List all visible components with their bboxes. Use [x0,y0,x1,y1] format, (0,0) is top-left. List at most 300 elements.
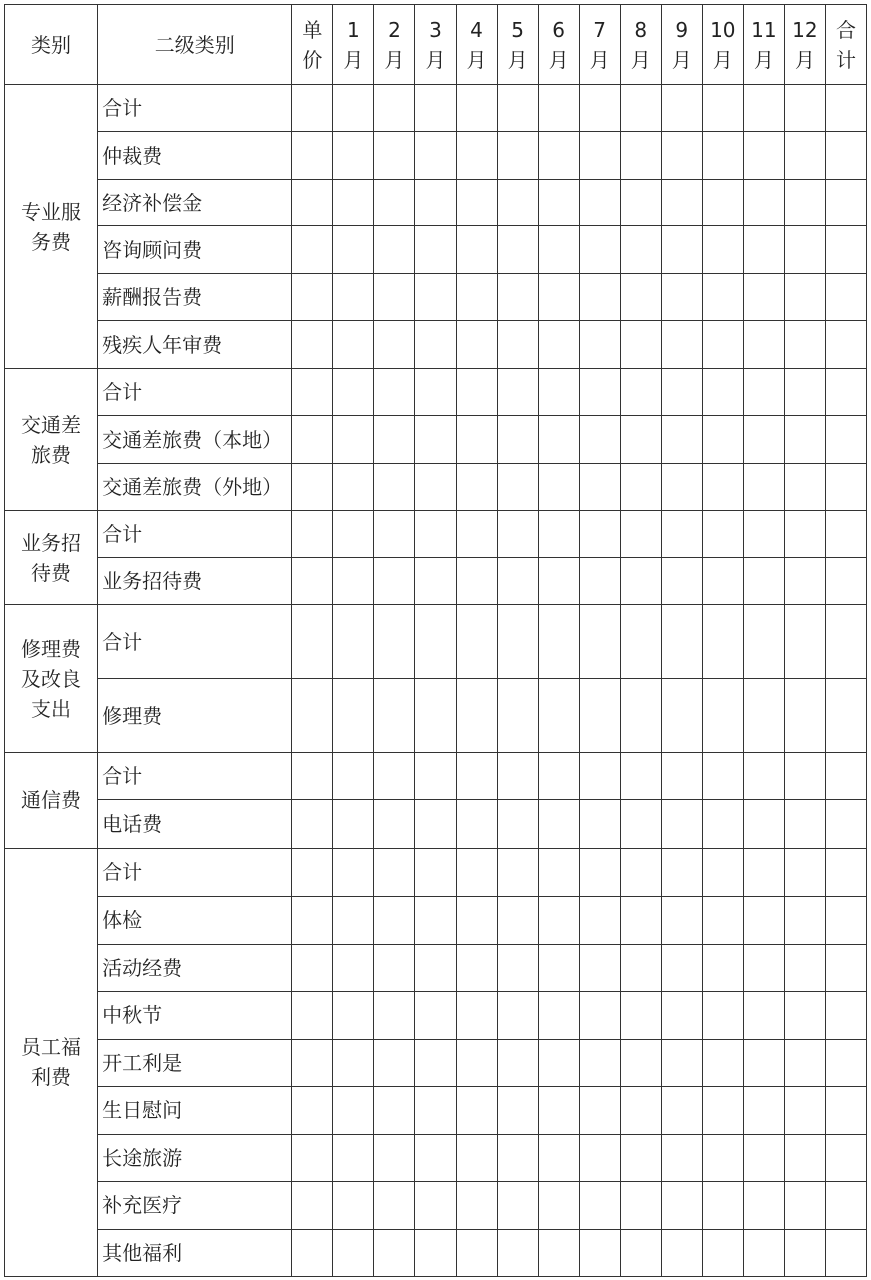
month-cell[interactable] [456,85,497,132]
month-cell[interactable] [620,1229,661,1276]
month-cell[interactable] [374,753,415,800]
month-cell[interactable] [620,800,661,848]
month-cell[interactable] [620,132,661,180]
unit-price-cell[interactable] [292,321,333,369]
month-cell[interactable] [415,558,456,605]
month-cell[interactable] [579,944,620,991]
unit-price-cell[interactable] [292,274,333,321]
month-cell[interactable] [497,605,538,679]
month-cell[interactable] [456,753,497,800]
month-cell[interactable] [784,1229,825,1276]
month-cell[interactable] [415,1039,456,1086]
month-cell[interactable] [456,1134,497,1181]
month-cell[interactable] [497,1086,538,1134]
unit-price-cell[interactable] [292,896,333,944]
month-cell[interactable] [784,226,825,274]
unit-price-cell[interactable] [292,991,333,1039]
month-cell[interactable] [661,369,702,416]
month-cell[interactable] [784,1039,825,1086]
month-cell[interactable] [620,991,661,1039]
month-cell[interactable] [620,321,661,369]
month-cell[interactable] [579,605,620,679]
month-cell[interactable] [579,991,620,1039]
month-cell[interactable] [374,1134,415,1181]
month-cell[interactable] [784,511,825,558]
month-cell[interactable] [415,753,456,800]
month-cell[interactable] [661,1086,702,1134]
month-cell[interactable] [497,180,538,226]
month-cell[interactable] [702,753,743,800]
month-cell[interactable] [743,416,784,464]
month-cell[interactable] [538,848,579,896]
month-cell[interactable] [374,226,415,274]
month-cell[interactable] [333,1229,374,1276]
month-cell[interactable] [784,944,825,991]
month-cell[interactable] [415,944,456,991]
month-cell[interactable] [538,1134,579,1181]
month-cell[interactable] [661,274,702,321]
month-cell[interactable] [743,1134,784,1181]
month-cell[interactable] [374,180,415,226]
month-cell[interactable] [497,226,538,274]
month-cell[interactable] [497,85,538,132]
month-cell[interactable] [743,944,784,991]
month-cell[interactable] [784,605,825,679]
month-cell[interactable] [743,800,784,848]
month-cell[interactable] [415,85,456,132]
month-cell[interactable] [620,753,661,800]
row-total-cell[interactable] [825,132,866,180]
month-cell[interactable] [415,1181,456,1229]
month-cell[interactable] [333,991,374,1039]
month-cell[interactable] [456,464,497,511]
month-cell[interactable] [661,848,702,896]
month-cell[interactable] [620,605,661,679]
month-cell[interactable] [538,1039,579,1086]
month-cell[interactable] [784,896,825,944]
month-cell[interactable] [374,1039,415,1086]
unit-price-cell[interactable] [292,85,333,132]
month-cell[interactable] [333,605,374,679]
unit-price-cell[interactable] [292,1229,333,1276]
month-cell[interactable] [743,1039,784,1086]
month-cell[interactable] [579,511,620,558]
month-cell[interactable] [374,1086,415,1134]
month-cell[interactable] [538,896,579,944]
month-cell[interactable] [333,1086,374,1134]
month-cell[interactable] [374,991,415,1039]
month-cell[interactable] [538,1229,579,1276]
month-cell[interactable] [743,369,784,416]
month-cell[interactable] [415,896,456,944]
month-cell[interactable] [333,369,374,416]
month-cell[interactable] [784,274,825,321]
month-cell[interactable] [702,416,743,464]
month-cell[interactable] [784,848,825,896]
month-cell[interactable] [784,800,825,848]
month-cell[interactable] [333,896,374,944]
month-cell[interactable] [743,848,784,896]
month-cell[interactable] [374,1181,415,1229]
month-cell[interactable] [620,558,661,605]
month-cell[interactable] [620,848,661,896]
month-cell[interactable] [374,605,415,679]
unit-price-cell[interactable] [292,226,333,274]
month-cell[interactable] [661,132,702,180]
month-cell[interactable] [743,226,784,274]
month-cell[interactable] [579,416,620,464]
month-cell[interactable] [538,753,579,800]
unit-price-cell[interactable] [292,848,333,896]
month-cell[interactable] [620,944,661,991]
month-cell[interactable] [538,464,579,511]
month-cell[interactable] [661,180,702,226]
month-cell[interactable] [415,369,456,416]
month-cell[interactable] [497,800,538,848]
month-cell[interactable] [497,944,538,991]
unit-price-cell[interactable] [292,416,333,464]
month-cell[interactable] [456,511,497,558]
month-cell[interactable] [702,991,743,1039]
month-cell[interactable] [415,464,456,511]
month-cell[interactable] [743,558,784,605]
month-cell[interactable] [415,511,456,558]
month-cell[interactable] [661,800,702,848]
month-cell[interactable] [456,321,497,369]
month-cell[interactable] [497,274,538,321]
month-cell[interactable] [415,1229,456,1276]
month-cell[interactable] [579,226,620,274]
month-cell[interactable] [538,558,579,605]
month-cell[interactable] [784,1086,825,1134]
month-cell[interactable] [374,511,415,558]
month-cell[interactable] [456,991,497,1039]
month-cell[interactable] [333,416,374,464]
month-cell[interactable] [702,226,743,274]
month-cell[interactable] [374,558,415,605]
month-cell[interactable] [784,991,825,1039]
month-cell[interactable] [374,132,415,180]
row-total-cell[interactable] [825,274,866,321]
month-cell[interactable] [784,1134,825,1181]
month-cell[interactable] [538,226,579,274]
month-cell[interactable] [538,369,579,416]
month-cell[interactable] [743,1086,784,1134]
unit-price-cell[interactable] [292,679,333,753]
month-cell[interactable] [415,416,456,464]
month-cell[interactable] [579,464,620,511]
month-cell[interactable] [333,85,374,132]
month-cell[interactable] [333,753,374,800]
month-cell[interactable] [374,274,415,321]
month-cell[interactable] [743,180,784,226]
month-cell[interactable] [579,1039,620,1086]
month-cell[interactable] [620,464,661,511]
month-cell[interactable] [620,1086,661,1134]
month-cell[interactable] [415,1134,456,1181]
month-cell[interactable] [415,679,456,753]
month-cell[interactable] [333,800,374,848]
month-cell[interactable] [415,1086,456,1134]
month-cell[interactable] [374,679,415,753]
month-cell[interactable] [497,1181,538,1229]
month-cell[interactable] [620,679,661,753]
row-total-cell[interactable] [825,1229,866,1276]
month-cell[interactable] [661,679,702,753]
month-cell[interactable] [538,132,579,180]
month-cell[interactable] [497,679,538,753]
month-cell[interactable] [579,321,620,369]
month-cell[interactable] [784,416,825,464]
unit-price-cell[interactable] [292,1134,333,1181]
row-total-cell[interactable] [825,180,866,226]
month-cell[interactable] [415,180,456,226]
row-total-cell[interactable] [825,605,866,679]
month-cell[interactable] [374,1229,415,1276]
month-cell[interactable] [415,274,456,321]
unit-price-cell[interactable] [292,464,333,511]
month-cell[interactable] [456,274,497,321]
month-cell[interactable] [743,1181,784,1229]
month-cell[interactable] [743,464,784,511]
month-cell[interactable] [497,558,538,605]
month-cell[interactable] [661,464,702,511]
row-total-cell[interactable] [825,848,866,896]
month-cell[interactable] [333,944,374,991]
month-cell[interactable] [620,511,661,558]
row-total-cell[interactable] [825,800,866,848]
month-cell[interactable] [333,1134,374,1181]
month-cell[interactable] [456,369,497,416]
month-cell[interactable] [743,511,784,558]
month-cell[interactable] [702,679,743,753]
month-cell[interactable] [333,848,374,896]
month-cell[interactable] [415,800,456,848]
month-cell[interactable] [456,132,497,180]
month-cell[interactable] [497,416,538,464]
month-cell[interactable] [538,321,579,369]
month-cell[interactable] [538,85,579,132]
month-cell[interactable] [497,1134,538,1181]
row-total-cell[interactable] [825,1181,866,1229]
unit-price-cell[interactable] [292,1181,333,1229]
month-cell[interactable] [743,896,784,944]
month-cell[interactable] [497,132,538,180]
month-cell[interactable] [456,1229,497,1276]
month-cell[interactable] [538,605,579,679]
month-cell[interactable] [784,132,825,180]
month-cell[interactable] [702,605,743,679]
month-cell[interactable] [661,944,702,991]
month-cell[interactable] [374,800,415,848]
month-cell[interactable] [661,321,702,369]
month-cell[interactable] [374,464,415,511]
row-total-cell[interactable] [825,369,866,416]
month-cell[interactable] [497,464,538,511]
month-cell[interactable] [497,1229,538,1276]
month-cell[interactable] [661,416,702,464]
month-cell[interactable] [702,180,743,226]
month-cell[interactable] [579,896,620,944]
month-cell[interactable] [702,1134,743,1181]
month-cell[interactable] [333,679,374,753]
row-total-cell[interactable] [825,753,866,800]
unit-price-cell[interactable] [292,132,333,180]
month-cell[interactable] [333,132,374,180]
month-cell[interactable] [333,226,374,274]
month-cell[interactable] [784,679,825,753]
month-cell[interactable] [415,132,456,180]
month-cell[interactable] [497,1039,538,1086]
month-cell[interactable] [497,369,538,416]
month-cell[interactable] [702,132,743,180]
unit-price-cell[interactable] [292,369,333,416]
row-total-cell[interactable] [825,321,866,369]
month-cell[interactable] [661,558,702,605]
row-total-cell[interactable] [825,679,866,753]
month-cell[interactable] [661,85,702,132]
unit-price-cell[interactable] [292,1039,333,1086]
month-cell[interactable] [333,180,374,226]
month-cell[interactable] [497,896,538,944]
month-cell[interactable] [661,1134,702,1181]
month-cell[interactable] [497,753,538,800]
month-cell[interactable] [415,605,456,679]
month-cell[interactable] [456,1039,497,1086]
month-cell[interactable] [333,464,374,511]
month-cell[interactable] [579,800,620,848]
month-cell[interactable] [784,753,825,800]
month-cell[interactable] [579,753,620,800]
month-cell[interactable] [579,1181,620,1229]
month-cell[interactable] [702,1086,743,1134]
month-cell[interactable] [579,848,620,896]
month-cell[interactable] [579,679,620,753]
month-cell[interactable] [579,1134,620,1181]
month-cell[interactable] [702,464,743,511]
month-cell[interactable] [661,753,702,800]
month-cell[interactable] [784,464,825,511]
month-cell[interactable] [456,944,497,991]
month-cell[interactable] [333,1181,374,1229]
month-cell[interactable] [702,1229,743,1276]
month-cell[interactable] [538,679,579,753]
month-cell[interactable] [620,274,661,321]
month-cell[interactable] [620,1039,661,1086]
unit-price-cell[interactable] [292,180,333,226]
month-cell[interactable] [661,991,702,1039]
month-cell[interactable] [456,416,497,464]
row-total-cell[interactable] [825,1086,866,1134]
month-cell[interactable] [333,274,374,321]
month-cell[interactable] [374,369,415,416]
unit-price-cell[interactable] [292,558,333,605]
unit-price-cell[interactable] [292,753,333,800]
month-cell[interactable] [374,416,415,464]
month-cell[interactable] [702,558,743,605]
month-cell[interactable] [333,321,374,369]
month-cell[interactable] [620,896,661,944]
month-cell[interactable] [661,511,702,558]
month-cell[interactable] [702,800,743,848]
month-cell[interactable] [661,1181,702,1229]
row-total-cell[interactable] [825,85,866,132]
month-cell[interactable] [456,1181,497,1229]
unit-price-cell[interactable] [292,605,333,679]
month-cell[interactable] [784,369,825,416]
month-cell[interactable] [374,896,415,944]
month-cell[interactable] [620,85,661,132]
month-cell[interactable] [415,848,456,896]
month-cell[interactable] [702,511,743,558]
unit-price-cell[interactable] [292,800,333,848]
month-cell[interactable] [579,1229,620,1276]
month-cell[interactable] [579,274,620,321]
month-cell[interactable] [538,991,579,1039]
month-cell[interactable] [784,321,825,369]
month-cell[interactable] [702,321,743,369]
month-cell[interactable] [456,1086,497,1134]
month-cell[interactable] [743,321,784,369]
unit-price-cell[interactable] [292,1086,333,1134]
row-total-cell[interactable] [825,226,866,274]
month-cell[interactable] [620,369,661,416]
row-total-cell[interactable] [825,944,866,991]
month-cell[interactable] [579,180,620,226]
month-cell[interactable] [456,896,497,944]
month-cell[interactable] [538,274,579,321]
month-cell[interactable] [333,511,374,558]
month-cell[interactable] [497,511,538,558]
row-total-cell[interactable] [825,558,866,605]
month-cell[interactable] [497,848,538,896]
month-cell[interactable] [415,321,456,369]
month-cell[interactable] [702,944,743,991]
month-cell[interactable] [702,848,743,896]
month-cell[interactable] [579,369,620,416]
month-cell[interactable] [784,558,825,605]
month-cell[interactable] [784,1181,825,1229]
month-cell[interactable] [743,85,784,132]
month-cell[interactable] [661,896,702,944]
row-total-cell[interactable] [825,896,866,944]
month-cell[interactable] [374,944,415,991]
month-cell[interactable] [743,605,784,679]
month-cell[interactable] [661,226,702,274]
row-total-cell[interactable] [825,511,866,558]
month-cell[interactable] [702,896,743,944]
month-cell[interactable] [743,132,784,180]
month-cell[interactable] [456,605,497,679]
row-total-cell[interactable] [825,991,866,1039]
month-cell[interactable] [538,800,579,848]
month-cell[interactable] [743,679,784,753]
month-cell[interactable] [702,1181,743,1229]
month-cell[interactable] [579,132,620,180]
month-cell[interactable] [538,416,579,464]
month-cell[interactable] [374,321,415,369]
month-cell[interactable] [743,1229,784,1276]
row-total-cell[interactable] [825,464,866,511]
month-cell[interactable] [784,180,825,226]
month-cell[interactable] [620,180,661,226]
month-cell[interactable] [784,85,825,132]
month-cell[interactable] [743,753,784,800]
month-cell[interactable] [579,558,620,605]
month-cell[interactable] [333,558,374,605]
month-cell[interactable] [743,991,784,1039]
month-cell[interactable] [702,85,743,132]
